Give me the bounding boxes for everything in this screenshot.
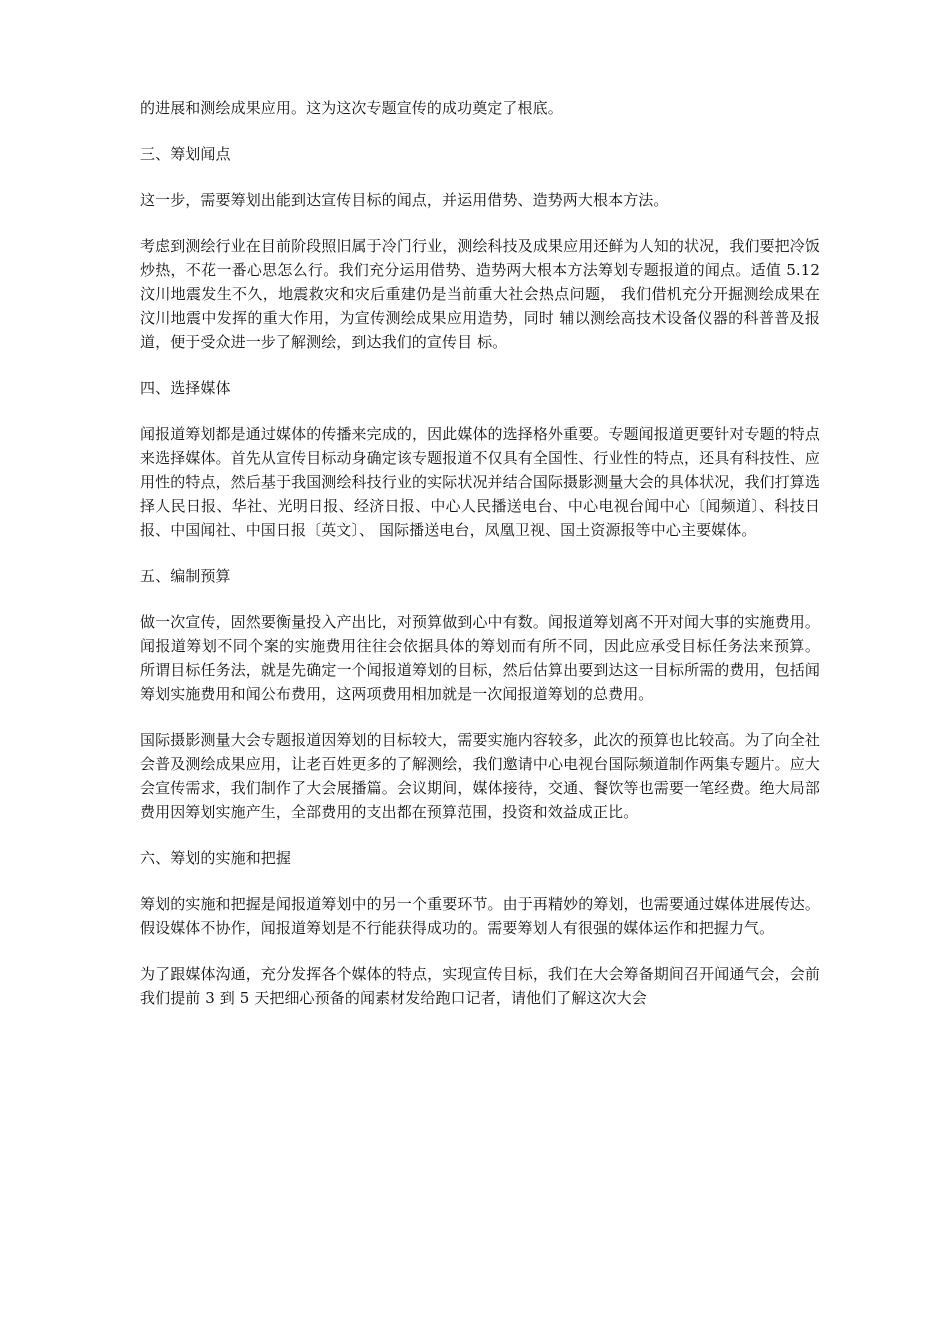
section-heading-3: 三、筹划闻点 xyxy=(140,145,231,163)
section-heading-6: 六、筹划的实施和把握 xyxy=(140,849,292,867)
paragraph: 这一步，需要筹划出能到达宣传目标的闻点，并运用借势、造势两大根本方法。 xyxy=(140,191,669,209)
section-heading-4: 四、选择媒体 xyxy=(140,379,231,397)
paragraph: 考虑到测绘行业在目前阶段照旧属于冷门行业，测绘科技及成果应用还鲜为人知的状况，我们要把冷饭炒热，不花一番心思怎么行。我们充分运用借势、造势两大根本方法筹划专题报道的闻点。适值 5.12 汶川地震发生不久，地震救灾和灾后重建仍是当前重大社会热点问题， 我们借机充分开掘测绘成果在汶川地震中发挥的重大作用，为宣传测绘成果应用造势，同时 辅以测绘高技术设备仪器的科普普及报道，便于受众进一步了解测绘，到达我们的宣传目 标。 xyxy=(140,237,820,351)
paragraph: 筹划的实施和把握是闻报道筹划中的另一个重要环节。由于再精妙的筹划，也需要通过媒体进展传达。假设媒体不协作，闻报道筹划是不行能获得成功的。需要筹划人有很强的媒体运作和把握力气。 xyxy=(140,895,820,937)
paragraph: 闻报道筹划都是通过媒体的传播来完成的，因此媒体的选择格外重要。专题闻报道更要针对专题的特点来选择媒体。首先从宣传目标动身确定该专题报道不仅具有全国性、行业性的特点，还具有科技性、应用性的特点，然后基于我国测绘科技行业的实际状况并结合国际摄影测量大会的具体状况，我们打算选择人民日报、华社、光明日报、经济日报、中心人民播送电台、中心电视台闻中心〔闻频道〕、科技日报、中国闻社、中国日报〔英文〕、 国际播送电台，凤凰卫视、国土资源报等中心主要媒体。 xyxy=(140,425,820,539)
document-body xyxy=(140,96,820,1032)
paragraph: 为了跟媒体沟通，充分发挥各个媒体的特点，实现宣传目标，我们在大会筹备期间召开闻通气会，会前我们提前 3 到 5 天把细心预备的闻素材发给跑口记者，请他们了解这次大会 xyxy=(140,965,820,1007)
paragraph-intro: 的进展和测绘成果应用。这为这次专题宣传的成功奠定了根底。 xyxy=(140,99,563,117)
paragraph: 做一次宣传，固然要衡量投入产出比，对预算做到心中有数。闻报道筹划离不开对闻大事的实施费用。闻报道筹划不同个案的实施费用往往会依据具体的筹划而有所不同，因此应承受目标任务法来预算。 所谓目标任务法，就是先确定一个闻报道筹划的目标，然后估算出要到达这一目标所需的费用，包括闻筹划实施费用和闻公布费用，这两项费用相加就是一次闻报道筹划的总费用。 xyxy=(140,613,820,703)
paragraph: 国际摄影测量大会专题报道因筹划的目标较大，需要实施内容较多，此次的预算也比较高。为了向全社会普及测绘成果应用，让老百姓更多的了解测绘，我们邀请中心电视台国际频道制作两集专题片。应大会宣传需求，我们制作了大会展播篇。会议期间，媒体接待，交通、餐饮等也需要一笔经费。绝大局部费用因筹划实施产生，全部费用的支出都在预算范围，投资和效益成正比。 xyxy=(140,731,820,821)
section-heading-5: 五、编制预算 xyxy=(140,567,231,585)
